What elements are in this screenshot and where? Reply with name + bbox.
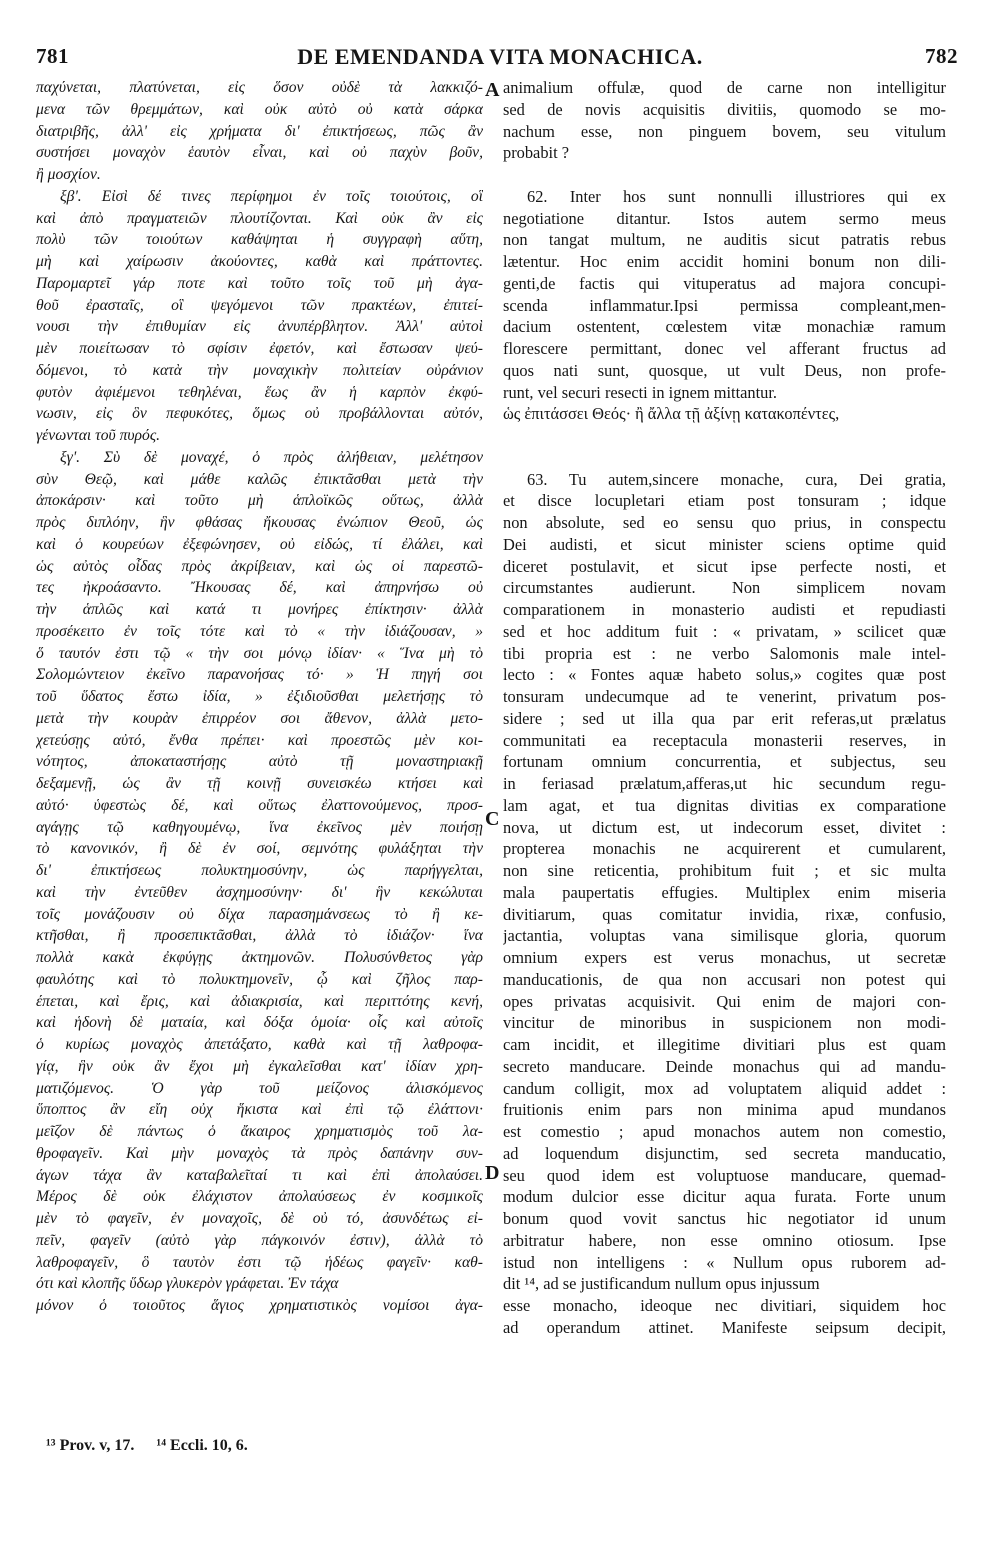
text-line: bonum quod vovit sanctus hic negotiator id unum xyxy=(503,1209,946,1228)
page-number-left: 781 xyxy=(36,44,69,68)
blank-line xyxy=(503,447,946,469)
text-line: divitiarum, quas comitatur invidia, rixæ, confusio, xyxy=(503,904,946,924)
text-line: et disce locupletari etiam post tonsuram ; idque xyxy=(503,491,946,511)
text-line: Σολομώντειον ἐκεῖνο παρανοήσας τό· » Ἡ πηγή σοι xyxy=(36,666,483,684)
text-line: πεῖν, φαγεῖν (αὐτὸ γὰρ πάγκοινόν ἐστιν), ἀλλὰ τὸ xyxy=(36,1231,483,1249)
text-line: manducationis, de qua non accusari non potest qui xyxy=(503,969,946,989)
text-line: τες ἠκροάσαντο. Ἤκουσας δέ, καὶ ἀπηρνήσω οὐ xyxy=(36,579,483,597)
text-line: non sine reticentia, prohibitum fuit ; et sic multa xyxy=(503,861,946,880)
text-line: fortunam omnium concurrentia, et subjectus, seu xyxy=(503,752,946,772)
text-line: sidere ; sed ut illa qua par erit referas,ut prælatus xyxy=(503,708,946,728)
text-line: καὶ ἀπὸ πραγματειῶν πλουτίζονται. Καὶ οὐκ ἂν εἰς xyxy=(36,209,483,227)
text-line: ματιζόμενος. Ὁ γὰρ τοῦ μείζονος ἁλισκόμενος xyxy=(36,1079,483,1097)
margin-letter-c: C xyxy=(485,808,500,830)
text-line: δόμενοι, τὸ κατὰ τὴν μοναχικὴν πολιτείαν οὐράνιον xyxy=(36,361,483,379)
text-line: sed et hoc additum fuit : « privatam, » scilicet quæ xyxy=(503,621,946,641)
text-line: παχύνεται, πλατύνεται, εἰς ὅσον οὐδὲ τὰ λακκιζό- xyxy=(36,79,483,96)
text-line: λαθροφαγεῖν, ὃ ταυτὸν ἐστι τῷ ἡδέως φαγεῖν· καθ- xyxy=(36,1253,483,1271)
text-line: vincitur de minoribus in suspicionem non modi- xyxy=(503,1013,946,1033)
text-line: αὐτό· ὑφεστὼς δέ, καὶ οὕτως ἐλαττονούμενος, προσ- xyxy=(36,796,483,814)
text-line: διατριβῆς, ἀλλ' εἰς χρήματα δι' ἐπικτήσεως, πῶς ἂν xyxy=(36,122,483,140)
text-line: τοῦ ὕδατος ἔστω ἰδία, » ἐξιδιοῦσθαι μελετήσῃς τὸ xyxy=(36,688,483,705)
text-line: fruitionis enim pars non minima apud mundanos xyxy=(503,1100,946,1120)
text-line: μενα τῶν θρεμμάτων, καὶ οὐκ αὐτὸ οὐ κατὰ σάρκα xyxy=(36,100,483,118)
text-line: negotiatione ditantur. Istos autem sermo meus xyxy=(503,208,946,228)
text-line: μεῖζον δὲ πάντως ὁ ἄκαιρος χρηματισμὸς τοῦ λα- xyxy=(36,1123,483,1140)
text-line: ἢ μοσχίον. xyxy=(36,166,101,183)
text-line: νότητος, ἀποκαταστήσῃς αὐτὸ τῇ μοναστηριακῇ xyxy=(36,753,483,771)
text-line: dit ¹⁴, ad se justificandum nullum opus injussum xyxy=(503,1274,820,1294)
text-line: καὶ τὴν ἐντεῦθεν ἀσχημοσύνην· δι' ἣν κεκώλυται xyxy=(36,883,483,901)
text-line: νουσι τὴν ἐπιθυμίαν εἰς ἀνυπέρβλητον. Ἀλλ' αὐτοὶ xyxy=(36,318,483,336)
text-line: πολὺ τῶν τοιούτων καθάψηται ἡ συγγραφὴ αὕτη, xyxy=(36,231,483,249)
text-line: 62. Inter hos sunt nonnulli illustriores qui ex xyxy=(527,186,946,206)
text-line: est comestio ; apud monachos autem non comestio, xyxy=(503,1122,946,1141)
text-line: δι' ἐπικτήσεως πολυκτημοσύνην, ὡς παρήγγελται, xyxy=(36,862,483,879)
text-line: jactantia, voluptas vana similisque gloria, quorum xyxy=(503,926,946,946)
text-line: probabit ? xyxy=(503,143,569,163)
text-line: cam incidit, et illegitime divitiari plus est quam xyxy=(503,1035,946,1054)
text-line: μὴ καὶ χαίρωσιν ἀκούοντες, καθὰ καὶ πράττοντες. xyxy=(36,253,483,270)
text-line: φυτὸν ἀφιέμενοι τεθηλέναι, ἕως ἂν ἡ καρπὸν ἐκφύ- xyxy=(36,383,483,401)
blank-line xyxy=(503,425,946,447)
text-line: τὸ κανονικόν, ἢ δὲ ἐν σοί, σεμνότης φυλάξηται τὴν xyxy=(36,840,483,858)
text-line: Dei audisti, et sicut minister sciens optime quid xyxy=(503,534,946,554)
text-line: sed de novis acquisitis divitiis, quomodo se mo- xyxy=(503,99,946,119)
greek-column xyxy=(36,77,483,1317)
text-line: μόνον ὁ τοιοῦτος ἅγιος χρηματιστικὸς νομίσοι ἀγα- xyxy=(36,1297,483,1314)
text-line: σὺν Θεῷ, καὶ μάθε καλῶς ἐπικτᾶσθαι μετὰ τὴν xyxy=(36,470,483,488)
margin-letter-a: A xyxy=(485,79,500,101)
text-line: florescere permittant, donec vel afferant fructus ad xyxy=(503,339,946,358)
text-line: προσέκειτο ἐν τοῖς τότε καὶ τὸ « τὴν ἰδιάζουσαν, » xyxy=(36,622,483,640)
text-line: in feriasad prælatum,afferas,ut hic secundum regu- xyxy=(503,774,946,793)
text-line: circumstantes audierunt. Non simplicem novam xyxy=(503,578,946,598)
text-line: θροφαγεῖν. Καὶ μὴν μοναχὸς τὰ πρὸς δαπάνην συν- xyxy=(36,1144,483,1162)
text-line: ad operandum attinet. Manifeste seipsum decipit, xyxy=(503,1317,946,1337)
text-line: modum dulcior esse dicitur aqua furata. Forte unum xyxy=(503,1187,946,1207)
text-line: 63. Tu autem,sincere monache, cura, Dei gratia, xyxy=(527,469,946,489)
text-line: esse monacho, ideoque nec divitiari, siquidem hoc xyxy=(503,1296,946,1315)
footnote-14: ¹⁴ Eccli. 10, 6. xyxy=(156,1437,248,1454)
text-line: communitati ea receptacula monasterii reserves, in xyxy=(503,730,946,750)
text-line: ὕποπτος ἂν εἴη οὐχ ἥκιστα καὶ ἐπὶ τῷ ἐλάττονι· xyxy=(36,1101,483,1119)
text-line: secreto manducare. Deinde monachus qui ad mandu- xyxy=(503,1056,946,1076)
page-number-right: 782 xyxy=(925,44,958,68)
text-line: candum colligit, mox ad voluptatem aliquid addet : xyxy=(503,1078,946,1098)
text-line: mala paupertatis effugies. Multiplex enim miseria xyxy=(503,882,946,902)
text-line: καὶ ὁ κουρεύων ἐξεφώνησεν, οὐ εἰδώς, τί ἐλάλει, καὶ xyxy=(36,535,483,553)
text-line: γίᾳ, ἣν οὐκ ἂν ἔχοι μὴ ἐγκαλεῖσθαι κατ' ἰδίαν χρη- xyxy=(36,1057,483,1075)
text-line: ὁ κυρίως μοναχὸς ἀπετάξατο, καθὰ καὶ τῇ λαθροφα- xyxy=(36,1036,483,1053)
text-line: ὡς αὐτὸς οἶδας πρὸς ἀκρίβειαν, καὶ ὡς οἱ παρεστῶ- xyxy=(36,557,483,575)
text-line: χετεύσῃς αὐτό, ἔνθα πρέπει· καὶ προεστῶς μὲν κοι- xyxy=(36,731,483,749)
text-line: ὡς ἐπιτάσσει Θεός· ἢ ἄλλα τῇ ἀξίνῃ κατακοπέντες, xyxy=(503,404,840,424)
text-line: dacium ostentent, cœlestem vitæ monachiæ ramum xyxy=(503,317,946,337)
text-line: ξβ'. Εἰσὶ δέ τινες περίφημοι ἐν τοῖς τοιούτοις, οἳ xyxy=(60,187,483,205)
text-line: δεξαμενῇ, ὡς ἂν τῇ κοινῇ συνεισκέω κτήσει καὶ xyxy=(36,775,483,792)
text-line: ad loquendum disjunctim, sed secreta manducatio, xyxy=(503,1143,946,1163)
latin-column xyxy=(503,77,946,1339)
text-line: καὶ ἡδονὴ δὲ ματαία, καὶ δόξα ὁμοία· οἷς καὶ αὐτοῖς xyxy=(36,1014,483,1032)
text-line: scenda inflammatur.Ipsi permissa compleant,men- xyxy=(503,295,946,315)
text-line: diceret postulavit, et sicut ipse perfecte nosti, et xyxy=(503,556,946,576)
text-line: πολλὰ κακὰ ἐκφύγῃς ἀκτημονῶν. Πολυσύνθετος γὰρ xyxy=(36,949,483,966)
text-line: φαυλότης καὶ τὸ πολυκτημονεῖν, ᾧ καὶ ζῆλος παρ- xyxy=(36,970,483,988)
text-line: nachum esse, non pinguem bovem, seu vitulum xyxy=(503,121,946,141)
text-line: nova, ut dictum est, ut indecorum esset, divitet : xyxy=(503,817,946,837)
text-line: Μέρος δὲ οὐκ ἐλάχιστον ἀπολαύσεως ἐν κοσμικοῖς xyxy=(36,1188,483,1206)
text-line: tonsuram undecumque ad te venerint, privatum pos- xyxy=(503,687,946,706)
text-line: omnium expers est verus monachus, ut secretæ xyxy=(503,948,946,967)
text-line: ἀποκάρσιν· καὶ τοῦτο μὴ ἁπλοϊκῶς οὕτως, ἀλλὰ xyxy=(36,492,483,510)
text-line: non tangat multum, ne auditis sicut patratis rebus xyxy=(503,230,946,250)
text-line: non absolute, sed eo sensu quo prius, in conspectu xyxy=(503,513,946,532)
text-line: μὲν ποιείτωσαν τὸ σφίσιν ἐφετόν, καὶ ἔστωσαν ψεύ- xyxy=(36,340,483,357)
text-line: νωσιν, εἰς ὃν πεφυκότες, ὅμως οὐ προβάλλονται αὐτόν, xyxy=(36,405,483,423)
text-line: opes privatas acquisivit. Qui enim de majori con- xyxy=(503,991,946,1011)
text-line: Παρομαρτεῖ γάρ ποτε καὶ τοῦτο τοῖς τοῦ μὴ ἀγα- xyxy=(36,274,483,292)
text-line: έπεται, καὶ ἔρις, καὶ ἀδιακρισία, καὶ περιττότης κενή, xyxy=(36,992,483,1010)
margin-letter-d: D xyxy=(485,1162,500,1184)
text-line: lætentur. Hoc enim accidit homini bonum non dili- xyxy=(503,252,946,271)
text-line: genti,de factis qui vituperatus ad majora concupi- xyxy=(503,273,946,293)
text-line: μετὰ τὴν κουρὰν ἐπιρρέον σοι ἄθενον, ἀλλὰ μετο- xyxy=(36,709,483,727)
text-line: seu quod idem est voluptuose manducare, quemad- xyxy=(503,1165,946,1185)
text-line: τοῖς μονάζουσιν οὐ δίχα παρασημάνσεως τὸ ἢ κε- xyxy=(36,905,483,923)
text-line: quos nati sunt, quosque, ut vult Deus, non profe- xyxy=(503,360,946,380)
text-line: κτῆσθαι, ἢ προσεπικτᾶσθαι, ἀλλὰ τὸ ἰδιάζον· ἵνα xyxy=(36,927,483,945)
text-line: συστήσει μοναχὸν ἑαυτὸν εἶναι, καὶ οὐ παχὺν βοῦν, xyxy=(36,144,483,162)
text-line: lecto : « Fontes aquæ habeto solus,» cogites quæ post xyxy=(503,665,946,685)
text-line: αγάγῃς τῷ καθηγουμένῳ, ἵνα ἐκεῖνος μὲν ποιήσῃ xyxy=(36,818,483,836)
text-line: τὴν ἁπλῶς καὶ κατά τι μονήρες ἐπίκτησιν· ἀλλὰ xyxy=(36,601,483,618)
text-line: istud non intelligens : « Nullum opus ruborem ad- xyxy=(503,1252,946,1272)
text-line: animalium offulæ, quod de carne non intelligitur xyxy=(503,78,946,97)
text-line: tibi propria est : ne verbo Salomonis male intel- xyxy=(503,643,946,663)
running-title: DE EMENDANDA VITA MONACHICA. xyxy=(297,44,703,69)
footnote-13: ¹³ Prov. v, 17. xyxy=(46,1437,135,1454)
text-line: ξγ'. Σὺ δὲ μοναχέ, ὁ πρὸς ἀλήθειαν, μελέτησον xyxy=(60,448,483,466)
blank-line xyxy=(503,164,946,186)
footnotes xyxy=(46,1437,266,1455)
text-line: άγων τάχα ἂν καταβαλεῖταί τι καὶ ἐπὶ ἀπολαύσει. xyxy=(36,1166,483,1184)
text-line: comparationem in monasterio audisti et repudiasti xyxy=(503,600,946,619)
text-line: μὲν τὸ φαγεῖν, ἐν μοναχοῖς, δὲ οὐ τό, ἀσυνδέτως εἰ- xyxy=(36,1210,483,1227)
text-line: ὅ ταυτόν ἐστι τῷ « τὴν σοι μόνῳ ἰδίαν· « Ἵνα μὴ τὸ xyxy=(36,644,483,662)
text-line: θοῦ ἐρασταῖς, οἳ ψεγόμενοι τῶν πρακτέων, ἐπιτεί- xyxy=(36,296,483,314)
text-line: runt, vel securi resecti in ignem mittantur. xyxy=(503,382,778,402)
text-line: ότι καὶ κλοπῆς ὕδωρ γλυκερὸν γράφεται. Ἐν τάχα xyxy=(36,1275,339,1293)
text-line: lam agat, et tua dignitas divitias ex comparatione xyxy=(503,795,946,815)
text-line: πρὸς διπλόην, ἣν φθάσας ἤκουσας ἐνώπιον Θεοῦ, ὡς xyxy=(36,514,483,531)
text-line: arbitratur habere, non esse omnino otiosum. Ipse xyxy=(503,1230,946,1250)
text-line: propterea monachis ne acquirerent et cumularent, xyxy=(503,839,946,859)
text-line: γένωνται τοῦ πυρός. xyxy=(36,427,161,444)
